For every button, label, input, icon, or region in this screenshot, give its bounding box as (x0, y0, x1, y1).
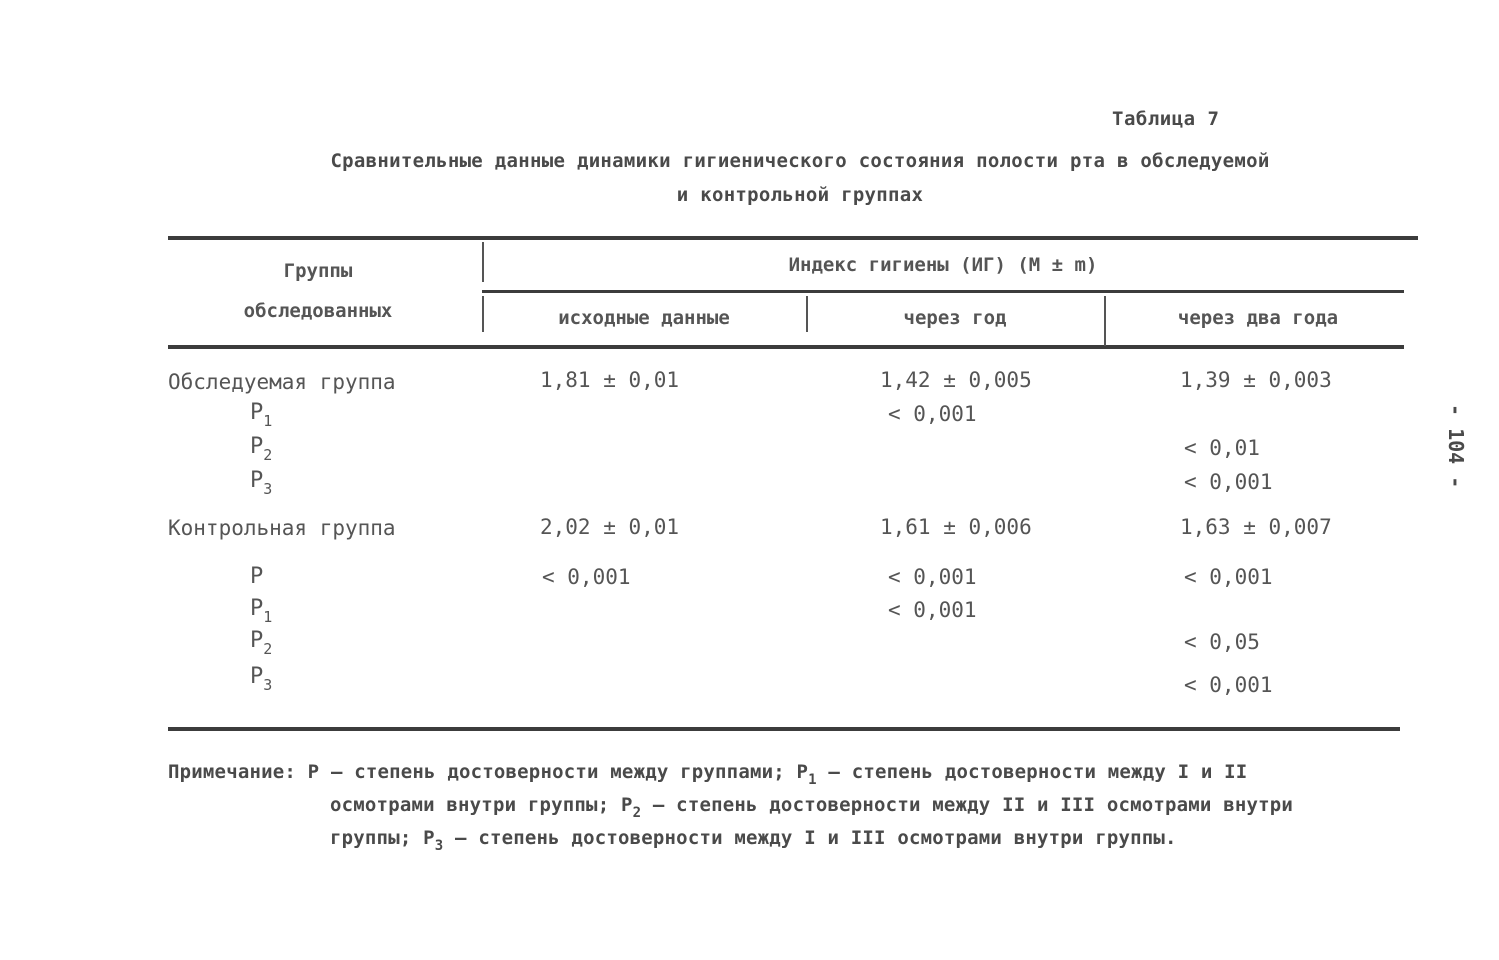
table-title-line1: Сравнительные данные динамики гигиенического состояния полости рта в обследуемой (330, 150, 1270, 172)
table-title-line2: и контрольной группах (676, 184, 924, 206)
note-prefix: Примечание: (168, 761, 297, 783)
page-number: - 104 - (1444, 404, 1468, 489)
control-value-two-years: 1,63 ± 0,007 (1180, 515, 1332, 539)
control-p3-two-years: < 0,001 (1184, 673, 1273, 697)
header-col-initial: исходные данные (558, 307, 730, 329)
p-label: $P_2$ (250, 434, 273, 464)
control-p2-two-years: < 0,05 (1184, 630, 1260, 654)
p-label: $P_1$ (250, 400, 273, 430)
table-bottom-rule (168, 727, 1400, 731)
header-bottom-rule (168, 345, 1404, 349)
study-value-one-year: 1,42 ± 0,005 (880, 368, 1032, 392)
control-p1-one-year: < 0,001 (888, 598, 977, 622)
group-name-study: Обследуемая группа (168, 370, 396, 394)
header-group-line1: Группы (283, 260, 353, 282)
header-sub-rule (482, 290, 1404, 293)
note-line2: осмотрами внутри группы; $P_2$ – степень достоверности между II и III осмотрами внутри (330, 794, 1294, 821)
column-separator (1104, 296, 1106, 346)
p-label: P (250, 564, 264, 589)
column-separator (482, 296, 484, 332)
table-top-rule (168, 236, 1418, 240)
control-value-initial: 2,02 ± 0,01 (540, 515, 680, 539)
control-p-two-years: < 0,001 (1184, 565, 1273, 589)
control-p-one-year: < 0,001 (888, 565, 977, 589)
p-label: $P_3$ (250, 468, 273, 498)
header-col-two-years: через два года (1177, 307, 1339, 329)
header-index: Индекс гигиены (ИГ) (M ± m) (788, 254, 1098, 276)
header-group-line2: обследованных (243, 300, 393, 322)
p-label: $P_1$ (250, 596, 273, 626)
p-label: $P_2$ (250, 628, 273, 658)
note-line1: Примечание: P – степень достоверности между группами; $P_1$ – степень достоверности между I и II (168, 761, 1248, 788)
control-value-one-year: 1,61 ± 0,006 (880, 515, 1032, 539)
study-value-initial: 1,81 ± 0,01 (540, 368, 680, 392)
p-label: $P_3$ (250, 664, 273, 694)
study-p1-one-year: < 0,001 (888, 402, 977, 426)
control-p-initial: < 0,001 (542, 565, 631, 589)
study-value-two-years: 1,39 ± 0,003 (1180, 368, 1332, 392)
group-name-control: Контрольная группа (168, 516, 396, 540)
column-separator (806, 296, 808, 332)
note-line3: группы; $P_3$ – степень достоверности между I и III осмотрами внутри группы. (330, 827, 1177, 854)
table-caption: Таблица 7 (1112, 108, 1220, 130)
header-col-one-year: через год (903, 307, 1007, 329)
study-p2-two-years: < 0,01 (1184, 436, 1260, 460)
study-p3-two-years: < 0,001 (1184, 470, 1273, 494)
